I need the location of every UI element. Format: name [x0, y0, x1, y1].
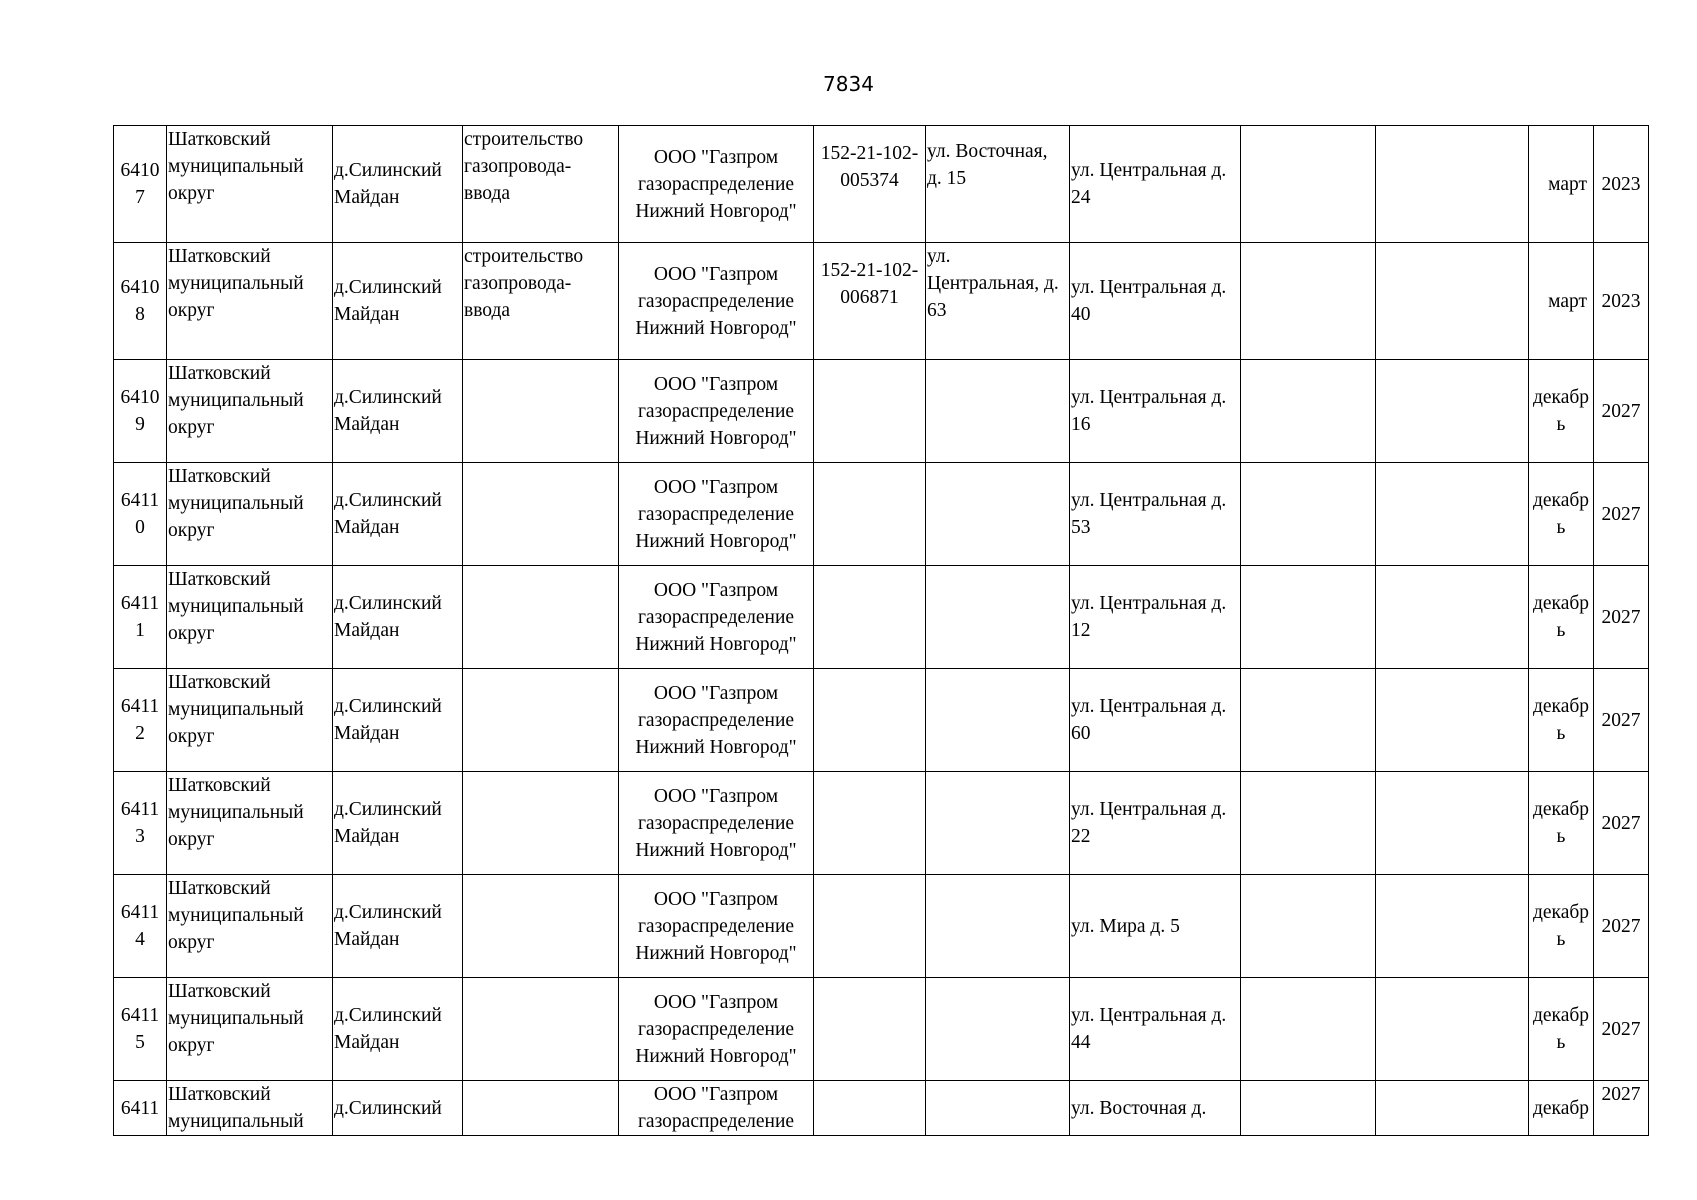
cell-empty-2	[1376, 875, 1529, 978]
cell-address-from-line: Центральная, д.	[927, 273, 1059, 294]
cell-year-value: 2023	[1601, 173, 1641, 195]
cell-number-line: 2	[135, 723, 145, 744]
cell-address-from-line: ул.	[927, 246, 951, 267]
cell-number	[114, 243, 167, 360]
cell-organization-line: Нижний Новгород"	[635, 839, 797, 861]
cell-month-line: декабр	[1532, 593, 1590, 614]
cell-number-line: 4	[135, 929, 145, 950]
cell-organization-line: газораспределение	[637, 709, 795, 731]
cell-month-line: ь	[1556, 414, 1566, 435]
cell-district-line: Шатковский	[168, 363, 271, 384]
cell-month	[1529, 243, 1594, 360]
cell-address-to-line: 60	[1071, 723, 1091, 744]
cell-address-to-line: ул. Центральная д.	[1071, 696, 1227, 717]
cell-district-line: муниципальный	[168, 905, 304, 926]
cell-month	[1529, 772, 1594, 875]
cell-work-type	[463, 978, 619, 1081]
cell-organization-line: ООО "Газпром	[653, 579, 779, 601]
cell-address-to-line: ул. Центральная д.	[1071, 387, 1227, 408]
cell-address-to-line: 44	[1071, 1032, 1091, 1053]
cell-address-to	[1070, 360, 1241, 463]
cell-address-to-line: ул. Центральная д.	[1071, 277, 1227, 298]
cell-organization-line: газораспределение	[637, 606, 795, 628]
cell-settlement-line: д.Силинский	[334, 490, 442, 511]
cell-year	[1594, 1081, 1649, 1136]
cell-organization-line: газораспределение	[637, 503, 795, 525]
cell-empty-1	[1241, 243, 1376, 360]
cell-month-line: декабр	[1532, 387, 1590, 408]
cell-month	[1529, 978, 1594, 1081]
cell-empty-1	[1241, 772, 1376, 875]
cell-number-line: 6410	[120, 160, 160, 181]
cell-organization	[619, 566, 814, 669]
cell-number-line: 6411	[120, 902, 160, 923]
cell-settlement-line: Майдан	[334, 517, 400, 538]
cell-object-code	[814, 978, 926, 1081]
cell-number-line: 6411	[120, 1097, 160, 1119]
cell-object-code	[814, 566, 926, 669]
cell-settlement-line: Майдан	[334, 414, 400, 435]
cell-district-line: Шатковский	[168, 672, 271, 693]
cell-year-value: 2027	[1601, 1018, 1641, 1040]
cell-settlement-line: д.Силинский	[334, 1005, 442, 1026]
cell-address-to-line: 24	[1071, 187, 1091, 208]
cell-settlement	[333, 978, 463, 1081]
table-row	[114, 243, 1649, 360]
cell-number-line: 6410	[120, 387, 160, 408]
table-row	[114, 463, 1649, 566]
cell-organization-line: ООО "Газпром	[653, 991, 779, 1013]
cell-address-to	[1070, 243, 1241, 360]
cell-month-line: декабр	[1532, 902, 1590, 923]
cell-month-line: ь	[1556, 826, 1566, 847]
cell-district-line: округ	[168, 829, 215, 850]
cell-empty-2	[1376, 360, 1529, 463]
cell-settlement	[333, 772, 463, 875]
cell-month-line: ь	[1556, 929, 1566, 950]
cell-organization-line: Нижний Новгород"	[635, 942, 797, 964]
cell-organization-line: Нижний Новгород"	[635, 530, 797, 552]
cell-work-type-line: ввода	[464, 183, 511, 204]
page-number: 7834	[823, 72, 874, 96]
cell-work-type	[463, 360, 619, 463]
cell-organization-line: ООО "Газпром	[653, 682, 779, 704]
cell-number	[114, 566, 167, 669]
cell-settlement	[333, 875, 463, 978]
cell-empty-1	[1241, 463, 1376, 566]
cell-district-line: округ	[168, 623, 215, 644]
cell-organization	[619, 360, 814, 463]
cell-address-to-line: ул. Восточная д.	[1071, 1097, 1207, 1119]
cell-month-line: декабр	[1532, 799, 1590, 820]
cell-organization	[619, 243, 814, 360]
table-row	[114, 360, 1649, 463]
cell-organization-line: Нижний Новгород"	[635, 427, 797, 449]
cell-district-line: округ	[168, 417, 215, 438]
table-row	[114, 978, 1649, 1081]
cell-district-line: муниципальный	[168, 1008, 304, 1029]
cell-empty-1	[1241, 669, 1376, 772]
cell-settlement-line: д.Силинский	[334, 1097, 442, 1119]
cell-address-from	[926, 360, 1070, 463]
cell-organization-line: ООО "Газпром	[653, 373, 779, 395]
cell-organization	[619, 669, 814, 772]
cell-address-to	[1070, 566, 1241, 669]
cell-address-from	[926, 463, 1070, 566]
cell-work-type	[463, 243, 619, 360]
cell-year-value: 2027	[1601, 812, 1641, 834]
cell-month	[1529, 360, 1594, 463]
cell-work-type-line: строительство	[464, 246, 584, 267]
cell-district-line: муниципальный	[168, 390, 304, 411]
cell-district-line: округ	[168, 1035, 215, 1056]
cell-settlement	[333, 243, 463, 360]
cell-district-line: Шатковский	[168, 1084, 271, 1105]
cell-number-line: 6411	[120, 490, 160, 511]
table-row	[114, 1081, 1649, 1136]
cell-empty-2	[1376, 1081, 1529, 1136]
cell-object-code-line: 152-21-102-	[820, 260, 919, 281]
cell-month	[1529, 875, 1594, 978]
cell-number	[114, 772, 167, 875]
cell-district-line: муниципальный	[168, 1111, 304, 1132]
cell-address-from	[926, 566, 1070, 669]
cell-year-value: 2027	[1601, 709, 1641, 731]
cell-address-from	[926, 126, 1070, 243]
cell-empty-1	[1241, 360, 1376, 463]
cell-work-type	[463, 875, 619, 978]
cell-object-code-line: 005374	[840, 170, 899, 191]
cell-settlement-line: д.Силинский	[334, 277, 442, 298]
cell-year-value: 2027	[1601, 915, 1641, 937]
cell-settlement-line: Майдан	[334, 723, 400, 744]
cell-organization	[619, 875, 814, 978]
cell-address-from-line: д. 15	[927, 168, 967, 189]
cell-address-to-line: 12	[1071, 620, 1091, 641]
cell-empty-2	[1376, 669, 1529, 772]
gas-connection-table	[113, 125, 1649, 1136]
cell-object-code	[814, 463, 926, 566]
cell-number-line: 5	[135, 1032, 145, 1053]
cell-number-line: 6411	[120, 799, 160, 820]
cell-settlement-line: Майдан	[334, 304, 400, 325]
cell-settlement-line: д.Силинский	[334, 593, 442, 614]
cell-district	[167, 463, 333, 566]
cell-district	[167, 978, 333, 1081]
cell-settlement-line: Майдан	[334, 1032, 400, 1053]
cell-year-value: 2023	[1601, 290, 1641, 312]
cell-organization-line: ООО "Газпром	[653, 146, 779, 168]
cell-month-line: ь	[1556, 1032, 1566, 1053]
cell-address-to-line: 53	[1071, 517, 1091, 538]
cell-month	[1529, 566, 1594, 669]
cell-address-from	[926, 978, 1070, 1081]
cell-work-type-line: ввода	[464, 300, 511, 321]
cell-address-from	[926, 243, 1070, 360]
cell-empty-1	[1241, 126, 1376, 243]
cell-address-to-line: ул. Центральная д.	[1071, 593, 1227, 614]
cell-address-from	[926, 875, 1070, 978]
cell-district-line: муниципальный	[168, 699, 304, 720]
cell-district-line: Шатковский	[168, 246, 271, 267]
cell-settlement	[333, 360, 463, 463]
cell-district-line: Шатковский	[168, 466, 271, 487]
cell-organization	[619, 978, 814, 1081]
cell-number	[114, 360, 167, 463]
cell-year	[1594, 669, 1649, 772]
cell-number	[114, 669, 167, 772]
cell-address-to	[1070, 669, 1241, 772]
cell-address-to-line: 16	[1071, 414, 1091, 435]
cell-object-code	[814, 360, 926, 463]
cell-district-line: Шатковский	[168, 569, 271, 590]
cell-empty-2	[1376, 463, 1529, 566]
cell-address-to-line: ул. Центральная д.	[1071, 799, 1227, 820]
cell-work-type	[463, 772, 619, 875]
cell-month	[1529, 463, 1594, 566]
cell-month	[1529, 669, 1594, 772]
cell-district-line: муниципальный	[168, 596, 304, 617]
cell-district	[167, 669, 333, 772]
cell-district-line: Шатковский	[168, 878, 271, 899]
cell-month-line: март	[1548, 290, 1587, 312]
cell-number-line: 6411	[120, 696, 160, 717]
cell-district-line: округ	[168, 183, 215, 204]
cell-district-line: муниципальный	[168, 802, 304, 823]
cell-empty-2	[1376, 978, 1529, 1081]
cell-year-value: 2027	[1601, 400, 1641, 422]
cell-organization-line: газораспределение	[637, 915, 795, 937]
cell-object-code	[814, 772, 926, 875]
cell-address-from-line: ул. Восточная,	[927, 141, 1048, 162]
cell-year	[1594, 243, 1649, 360]
cell-organization	[619, 126, 814, 243]
cell-district-line: муниципальный	[168, 156, 304, 177]
cell-district	[167, 772, 333, 875]
cell-number-line: 6410	[120, 277, 160, 298]
cell-address-to	[1070, 875, 1241, 978]
cell-object-code	[814, 243, 926, 360]
cell-empty-2	[1376, 126, 1529, 243]
cell-settlement-line: Майдан	[334, 929, 400, 950]
cell-address-to-line: 22	[1071, 826, 1091, 847]
cell-empty-2	[1376, 566, 1529, 669]
cell-month-line: декабр	[1532, 696, 1590, 717]
cell-work-type	[463, 126, 619, 243]
table-row	[114, 875, 1649, 978]
cell-organization-line: ООО "Газпром	[653, 476, 779, 498]
cell-year	[1594, 360, 1649, 463]
cell-settlement	[333, 566, 463, 669]
cell-year	[1594, 772, 1649, 875]
cell-month	[1529, 126, 1594, 243]
cell-organization-line: Нижний Новгород"	[635, 1045, 797, 1067]
cell-month-line: ь	[1556, 723, 1566, 744]
cell-object-code-line: 152-21-102-	[820, 143, 919, 164]
cell-object-code	[814, 1081, 926, 1136]
cell-settlement-line: Майдан	[334, 826, 400, 847]
cell-district	[167, 360, 333, 463]
cell-district-line: Шатковский	[168, 981, 271, 1002]
cell-organization-line: Нижний Новгород"	[635, 633, 797, 655]
cell-object-code	[814, 126, 926, 243]
cell-month-line: ь	[1556, 517, 1566, 538]
cell-organization-line: ООО "Газпром	[653, 888, 779, 910]
cell-year-value: 2027	[1601, 503, 1641, 525]
cell-organization-line: газораспределение	[637, 400, 795, 422]
cell-work-type	[463, 566, 619, 669]
cell-district-line: муниципальный	[168, 273, 304, 294]
cell-month-line: март	[1548, 173, 1587, 195]
table-row	[114, 126, 1649, 243]
cell-number	[114, 978, 167, 1081]
cell-settlement	[333, 1081, 463, 1136]
cell-address-to-line: ул. Центральная д.	[1071, 160, 1227, 181]
cell-district	[167, 243, 333, 360]
cell-empty-1	[1241, 566, 1376, 669]
cell-district	[167, 875, 333, 978]
cell-month	[1529, 1081, 1594, 1136]
cell-settlement-line: д.Силинский	[334, 387, 442, 408]
cell-address-to-line: ул. Мира д. 5	[1071, 915, 1180, 937]
cell-organization-line: Нижний Новгород"	[635, 200, 797, 222]
cell-work-type-line: строительство	[464, 129, 584, 150]
cell-month-line: декабр	[1532, 490, 1590, 511]
cell-empty-2	[1376, 243, 1529, 360]
cell-empty-1	[1241, 875, 1376, 978]
cell-district-line: округ	[168, 520, 215, 541]
cell-year-value: 2027	[1601, 1084, 1641, 1105]
cell-number-line: 7	[135, 187, 145, 208]
table-row	[114, 669, 1649, 772]
cell-number-line: 1	[135, 620, 145, 641]
cell-work-type	[463, 669, 619, 772]
cell-object-code	[814, 669, 926, 772]
cell-number-line: 6411	[120, 1005, 160, 1026]
cell-month-line: декабр	[1532, 1005, 1590, 1026]
cell-year	[1594, 875, 1649, 978]
cell-work-type-line: газопровода-	[464, 156, 572, 177]
cell-district-line: муниципальный	[168, 493, 304, 514]
cell-organization-line: ООО "Газпром	[653, 263, 779, 285]
cell-number	[114, 875, 167, 978]
cell-number	[114, 1081, 167, 1136]
cell-address-from-line: 63	[927, 300, 947, 321]
cell-district-line: округ	[168, 726, 215, 747]
cell-settlement-line: Майдан	[334, 187, 400, 208]
cell-year	[1594, 566, 1649, 669]
cell-number-line: 9	[135, 414, 145, 435]
cell-organization	[619, 463, 814, 566]
cell-month-line: ь	[1556, 620, 1566, 641]
cell-address-to-line: ул. Центральная д.	[1071, 490, 1227, 511]
cell-organization-line: газораспределение	[637, 812, 795, 834]
cell-year-value: 2027	[1601, 606, 1641, 628]
cell-district-line: округ	[168, 300, 215, 321]
cell-organization-line: газораспределение	[637, 290, 795, 312]
cell-organization-line: Нижний Новгород"	[635, 736, 797, 758]
cell-address-to	[1070, 463, 1241, 566]
cell-organization-line: газораспределение	[637, 173, 795, 195]
cell-work-type	[463, 1081, 619, 1136]
cell-empty-1	[1241, 1081, 1376, 1136]
cell-address-to	[1070, 772, 1241, 875]
table-body	[114, 126, 1649, 1136]
cell-settlement	[333, 669, 463, 772]
cell-district	[167, 566, 333, 669]
cell-empty-1	[1241, 978, 1376, 1081]
cell-address-from	[926, 1081, 1070, 1136]
cell-address-to	[1070, 126, 1241, 243]
cell-year	[1594, 978, 1649, 1081]
cell-settlement-line: д.Силинский	[334, 696, 442, 717]
cell-district-line: Шатковский	[168, 775, 271, 796]
cell-settlement	[333, 463, 463, 566]
cell-settlement-line: д.Силинский	[334, 160, 442, 181]
cell-district	[167, 126, 333, 243]
cell-organization-line: газораспределение	[637, 1018, 795, 1040]
cell-year	[1594, 463, 1649, 566]
cell-number	[114, 126, 167, 243]
cell-organization-line: ООО "Газпром	[653, 785, 779, 807]
cell-address-to-line: ул. Центральная д.	[1071, 1005, 1227, 1026]
cell-number-line: 3	[135, 826, 145, 847]
cell-district	[167, 1081, 333, 1136]
cell-address-to	[1070, 1081, 1241, 1136]
cell-year	[1594, 126, 1649, 243]
cell-number	[114, 463, 167, 566]
cell-object-code	[814, 875, 926, 978]
cell-address-to-line: 40	[1071, 304, 1091, 325]
cell-organization	[619, 772, 814, 875]
cell-district-line: округ	[168, 932, 215, 953]
cell-object-code-line: 006871	[840, 287, 899, 308]
cell-organization	[619, 1081, 814, 1136]
cell-number-line: 6411	[120, 593, 160, 614]
cell-address-from	[926, 772, 1070, 875]
cell-settlement-line: д.Силинский	[334, 799, 442, 820]
cell-settlement	[333, 126, 463, 243]
cell-empty-2	[1376, 772, 1529, 875]
cell-district-line: Шатковский	[168, 129, 271, 150]
cell-address-to	[1070, 978, 1241, 1081]
cell-settlement-line: Майдан	[334, 620, 400, 641]
cell-month-line: декабр	[1532, 1097, 1590, 1119]
cell-organization-line: газораспределение	[637, 1111, 795, 1132]
cell-settlement-line: д.Силинский	[334, 902, 442, 923]
cell-organization-line: Нижний Новгород"	[635, 317, 797, 339]
table-row	[114, 566, 1649, 669]
cell-work-type-line: газопровода-	[464, 273, 572, 294]
table-row	[114, 772, 1649, 875]
cell-work-type	[463, 463, 619, 566]
cell-organization-line: ООО "Газпром	[653, 1084, 779, 1105]
cell-number-line: 8	[135, 304, 145, 325]
cell-address-from	[926, 669, 1070, 772]
cell-number-line: 0	[135, 517, 145, 538]
